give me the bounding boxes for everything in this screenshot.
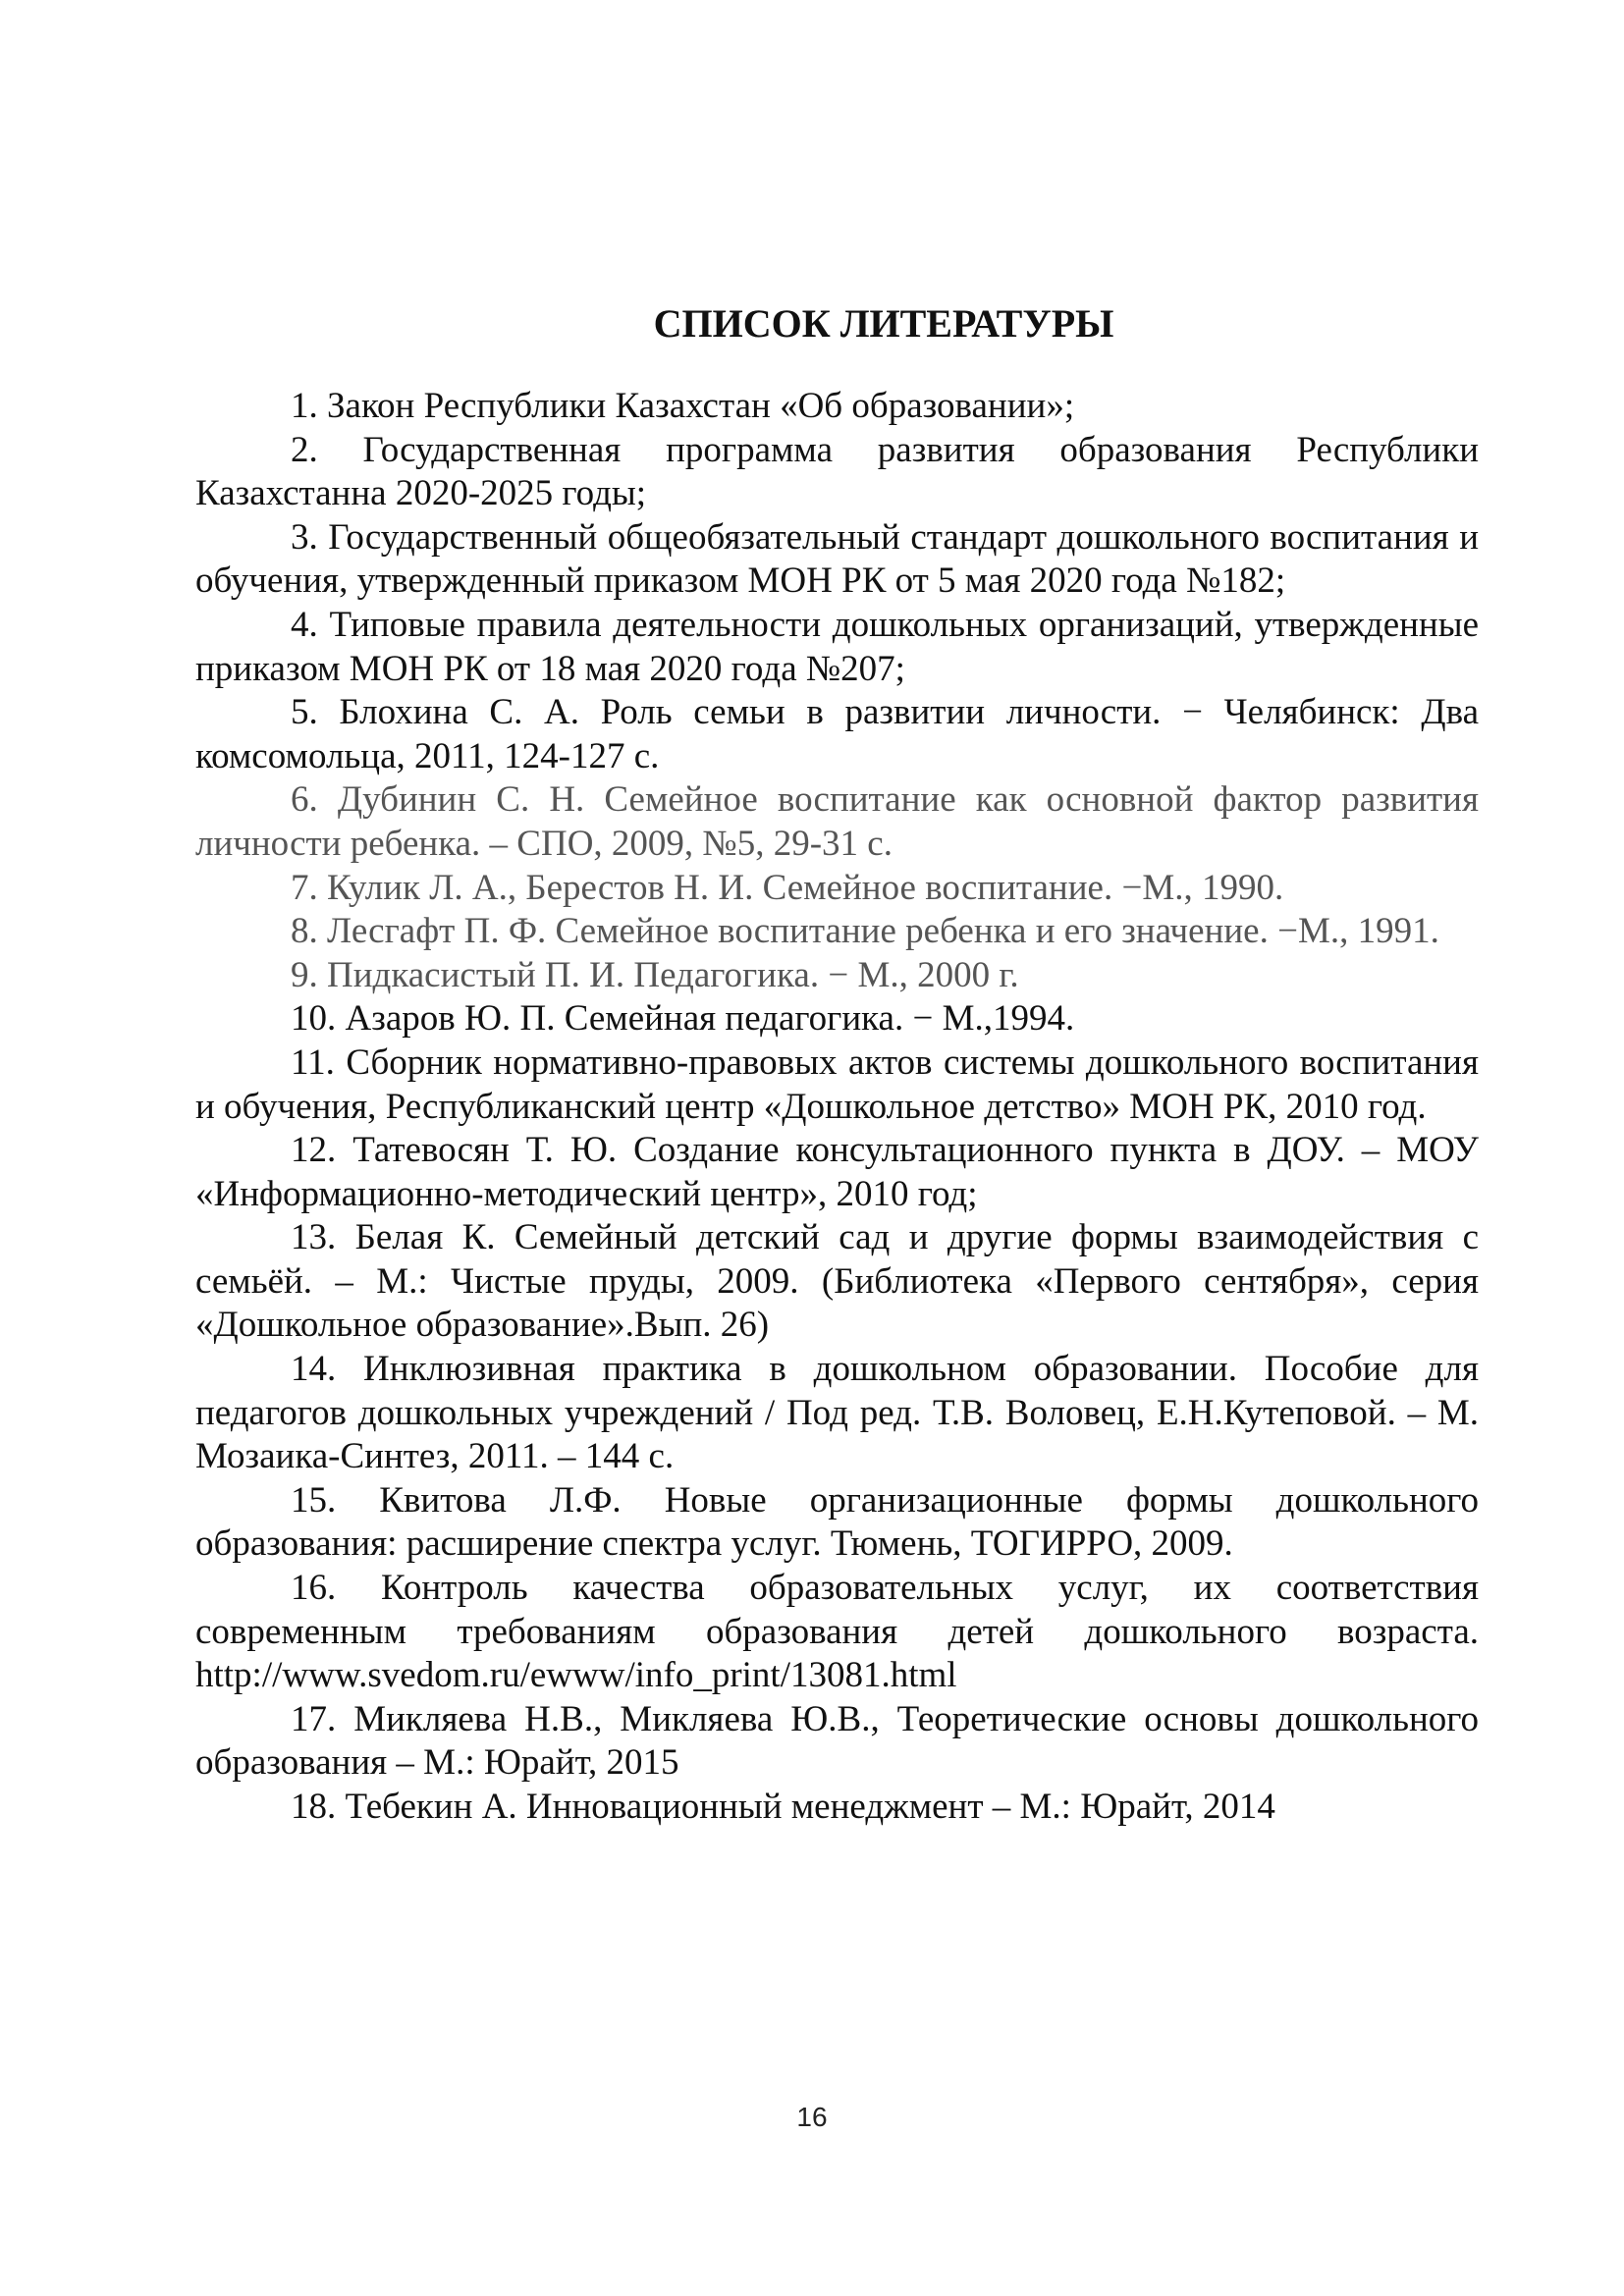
reference-item: 1. Закон Республики Казахстан «Об образовании»; — [291, 386, 1075, 426]
reference-item: 12. Татевосян Т. Ю. Создание консультационного пункта в ДОУ. – МОУ «Информационно-методический центр», 2010 год; — [195, 1130, 1479, 1214]
reference-item: 3. Государственный общеобязательный стандарт дошкольного воспитания и обучения, утвержденный приказом МОН РК от 5 мая 2020 года №182; — [195, 516, 1479, 602]
reference-item: 14. Инклюзивная практика в дошкольном образовании. Пособие для педагогов дошкольных учреждений / Под ред. Т.В. Воловец, Е.Н.Кутеповой. – М. Мозаика-Синтез, 2011. – 144 с. — [195, 1349, 1479, 1477]
page-title: СПИСОК ЛИТЕРАТУРЫ — [653, 301, 1114, 346]
page-number: 16 — [796, 2102, 828, 2132]
reference-item: 16. Контроль качества образовательных услуг, их соответствия современным требованиям образования детей дошкольного возраста. http://www.svedom.ru/ewww/info_print/13081.html — [195, 1568, 1479, 1696]
reference-item: 17. Микляева Н.В., Микляева Ю.В., Теоретические основы дошкольного образования – М.: Юрайт, 2015 — [195, 1698, 1479, 1784]
reference-item: 13. Белая К. Семейный детский сад и другие формы взаимодействия с семьёй. – М.: Чистые пруды, 2009. (Библиотека «Первого сентября», серия «Дошкольное образование».Вып. 26) — [195, 1217, 1479, 1346]
reference-item: 15. Квитова Л.Ф. Новые организационные формы дошкольного образования: расширение спектра услуг. Тюмень, ТОГИРРО, 2009. — [195, 1479, 1479, 1565]
reference-item: 8. Лесгафт П. Ф. Семейное воспитание ребенка и его значение. −М., 1991. — [291, 911, 1439, 952]
reference-item: 2. Государственная программа развития образования Республики Казахстанна 2020-2025 годы; — [195, 429, 1479, 514]
reference-item: 6. Дубинин С. Н. Семейное воспитание как основной фактор развития личности ребенка. – СПО, 2009, №5, 29-31 с. — [195, 779, 1479, 864]
reference-item: 18. Тебекин А. Инновационный менеджмент – М.: Юрайт, 2014 — [291, 1787, 1275, 1827]
reference-item: 10. Азаров Ю. П. Семейная педагогика. − М.,1994. — [291, 998, 1075, 1040]
reference-item: 4. Типовые правила деятельности дошкольных организаций, утвержденные приказом МОН РК от 18 мая 2020 года №207; — [195, 604, 1479, 689]
reference-item: 11. Сборник нормативно-правовых актов системы дошкольного воспитания и обучения, Республиканский центр «Дошкольное детство» МОН РК, 2010 год. — [195, 1041, 1479, 1127]
reference-item: 7. Кулик Л. А., Берестов Н. И. Семейное воспитание. −М., 1990. — [291, 867, 1284, 908]
reference-item: 9. Пидкасистый П. И. Педагогика. − М., 2000 г. — [291, 954, 1019, 995]
reference-item: 5. Блохина С. А. Роль семьи в развитии личности. − Челябинск: Два комсомольца, 2011, 124-127 с. — [195, 692, 1479, 776]
references-list — [195, 385, 1479, 1830]
